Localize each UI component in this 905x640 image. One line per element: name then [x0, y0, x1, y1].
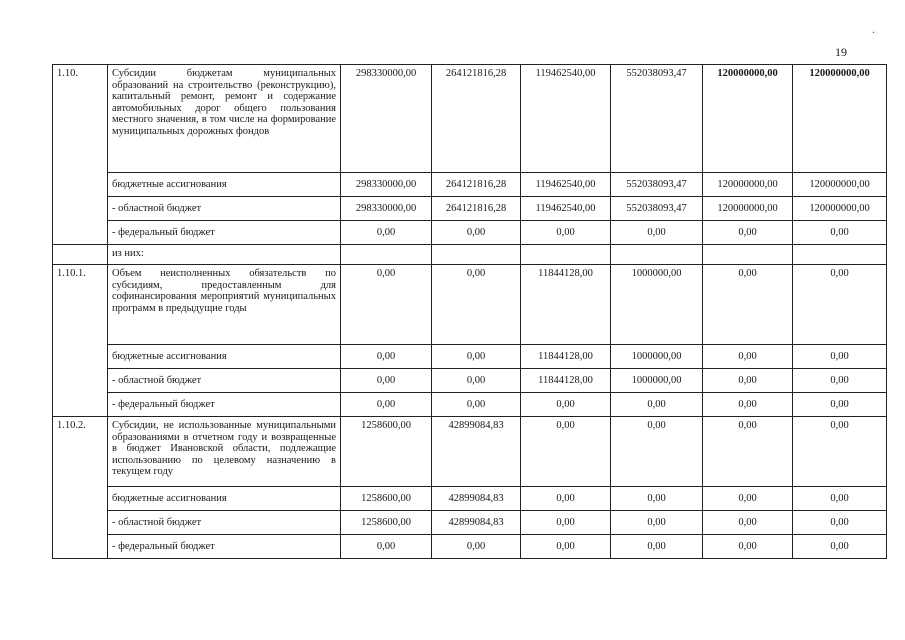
value-cell: 0,00: [703, 221, 793, 245]
value-cell: 0,00: [521, 393, 611, 417]
value-cell: 0,00: [703, 511, 793, 535]
value-cell: [432, 245, 521, 265]
row-label: - областной бюджет: [108, 511, 341, 535]
budget-row: [53, 535, 887, 559]
value-cell: 0,00: [793, 535, 887, 559]
value-cell: 42899084,83: [432, 487, 521, 511]
value-cell: 552038093,47: [611, 173, 703, 197]
row-label: бюджетные ассигнования: [108, 487, 341, 511]
budget-row: [53, 173, 887, 197]
value-cell: 1000000,00: [611, 265, 703, 345]
value-cell: 552038093,47: [611, 65, 703, 173]
value-cell: 0,00: [432, 265, 521, 345]
value-cell: 0,00: [611, 221, 703, 245]
budget-table: [52, 64, 887, 559]
value-cell: 119462540,00: [521, 65, 611, 173]
section-row: [53, 417, 887, 487]
value-cell: 120000000,00: [703, 173, 793, 197]
value-cell: 264121816,28: [432, 197, 521, 221]
budget-row: [53, 487, 887, 511]
value-cell: 120000000,00: [793, 197, 887, 221]
row-label: - областной бюджет: [108, 369, 341, 393]
value-cell: 264121816,28: [432, 173, 521, 197]
budget-row: [53, 369, 887, 393]
section-code: [53, 245, 108, 265]
value-cell: 120000000,00: [793, 65, 887, 173]
value-cell: 0,00: [611, 393, 703, 417]
value-cell: 120000000,00: [703, 197, 793, 221]
row-label: бюджетные ассигнования: [108, 345, 341, 369]
value-cell: 0,00: [521, 535, 611, 559]
value-cell: 0,00: [793, 511, 887, 535]
value-cell: 11844128,00: [521, 369, 611, 393]
value-cell: 42899084,83: [432, 511, 521, 535]
value-cell: 0,00: [793, 393, 887, 417]
value-cell: 0,00: [793, 345, 887, 369]
value-cell: 552038093,47: [611, 197, 703, 221]
section-title: Субсидии, не использованные муниципальными образованиями в отчетном году и возвращенные в бюджет Ивановской области, подлежащие использованию по целевому назначению в текущем году: [108, 417, 341, 487]
value-cell: 1258600,00: [341, 487, 432, 511]
value-cell: 0,00: [611, 535, 703, 559]
section-title: из них:: [108, 245, 341, 265]
value-cell: 0,00: [432, 535, 521, 559]
value-cell: 264121816,28: [432, 65, 521, 173]
value-cell: 0,00: [611, 511, 703, 535]
value-cell: 0,00: [521, 221, 611, 245]
corner-mark: .: [872, 22, 875, 36]
value-cell: 0,00: [432, 369, 521, 393]
row-label: бюджетные ассигнования: [108, 173, 341, 197]
section-row: [53, 65, 887, 173]
value-cell: 0,00: [521, 417, 611, 487]
value-cell: 0,00: [432, 345, 521, 369]
value-cell: 0,00: [703, 535, 793, 559]
value-cell: 0,00: [793, 265, 887, 345]
value-cell: 0,00: [793, 221, 887, 245]
value-cell: 0,00: [341, 265, 432, 345]
value-cell: 0,00: [611, 417, 703, 487]
value-cell: 298330000,00: [341, 173, 432, 197]
value-cell: 1000000,00: [611, 345, 703, 369]
section-row: [53, 245, 887, 265]
value-cell: 0,00: [703, 487, 793, 511]
budget-row: [53, 221, 887, 245]
value-cell: 11844128,00: [521, 345, 611, 369]
value-cell: 0,00: [341, 345, 432, 369]
section-code: 1.10.: [53, 65, 108, 245]
row-label: - федеральный бюджет: [108, 393, 341, 417]
value-cell: 11844128,00: [521, 265, 611, 345]
value-cell: 1258600,00: [341, 511, 432, 535]
budget-row: [53, 511, 887, 535]
value-cell: 298330000,00: [341, 197, 432, 221]
value-cell: [341, 245, 432, 265]
value-cell: 0,00: [521, 487, 611, 511]
row-label: - федеральный бюджет: [108, 221, 341, 245]
section-title: Субсидии бюджетам муниципальных образований на строительство (реконструкцию), капитальный ремонт, ремонт и содержание автомобильных дорог общего пользования местного значения, в том числе на формирование муниципальных дорожных фондов: [108, 65, 341, 173]
value-cell: [793, 245, 887, 265]
value-cell: 0,00: [703, 393, 793, 417]
value-cell: 0,00: [703, 265, 793, 345]
value-cell: 0,00: [341, 535, 432, 559]
value-cell: 120000000,00: [703, 65, 793, 173]
value-cell: 120000000,00: [793, 173, 887, 197]
value-cell: 119462540,00: [521, 197, 611, 221]
budget-row: [53, 197, 887, 221]
page-number: 19: [835, 45, 847, 59]
section-title: Объем неисполненных обязательств по субсидиям, предоставленным для софинансирования мероприятий муниципальных программ в предыдущие годы: [108, 265, 341, 345]
value-cell: 0,00: [521, 511, 611, 535]
row-label: - федеральный бюджет: [108, 535, 341, 559]
value-cell: 0,00: [432, 221, 521, 245]
value-cell: [521, 245, 611, 265]
value-cell: 0,00: [341, 369, 432, 393]
value-cell: 0,00: [793, 369, 887, 393]
section-row: [53, 265, 887, 345]
value-cell: 0,00: [793, 487, 887, 511]
value-cell: 1000000,00: [611, 369, 703, 393]
section-code: 1.10.2.: [53, 417, 108, 559]
value-cell: 42899084,83: [432, 417, 521, 487]
value-cell: 0,00: [703, 369, 793, 393]
row-label: - областной бюджет: [108, 197, 341, 221]
value-cell: 0,00: [793, 417, 887, 487]
value-cell: 0,00: [703, 345, 793, 369]
value-cell: [703, 245, 793, 265]
value-cell: 0,00: [341, 393, 432, 417]
value-cell: 1258600,00: [341, 417, 432, 487]
value-cell: 0,00: [703, 417, 793, 487]
value-cell: 0,00: [611, 487, 703, 511]
budget-row: [53, 345, 887, 369]
section-code: 1.10.1.: [53, 265, 108, 417]
value-cell: 298330000,00: [341, 65, 432, 173]
value-cell: 119462540,00: [521, 173, 611, 197]
budget-row: [53, 393, 887, 417]
value-cell: 0,00: [432, 393, 521, 417]
value-cell: [611, 245, 703, 265]
value-cell: 0,00: [341, 221, 432, 245]
